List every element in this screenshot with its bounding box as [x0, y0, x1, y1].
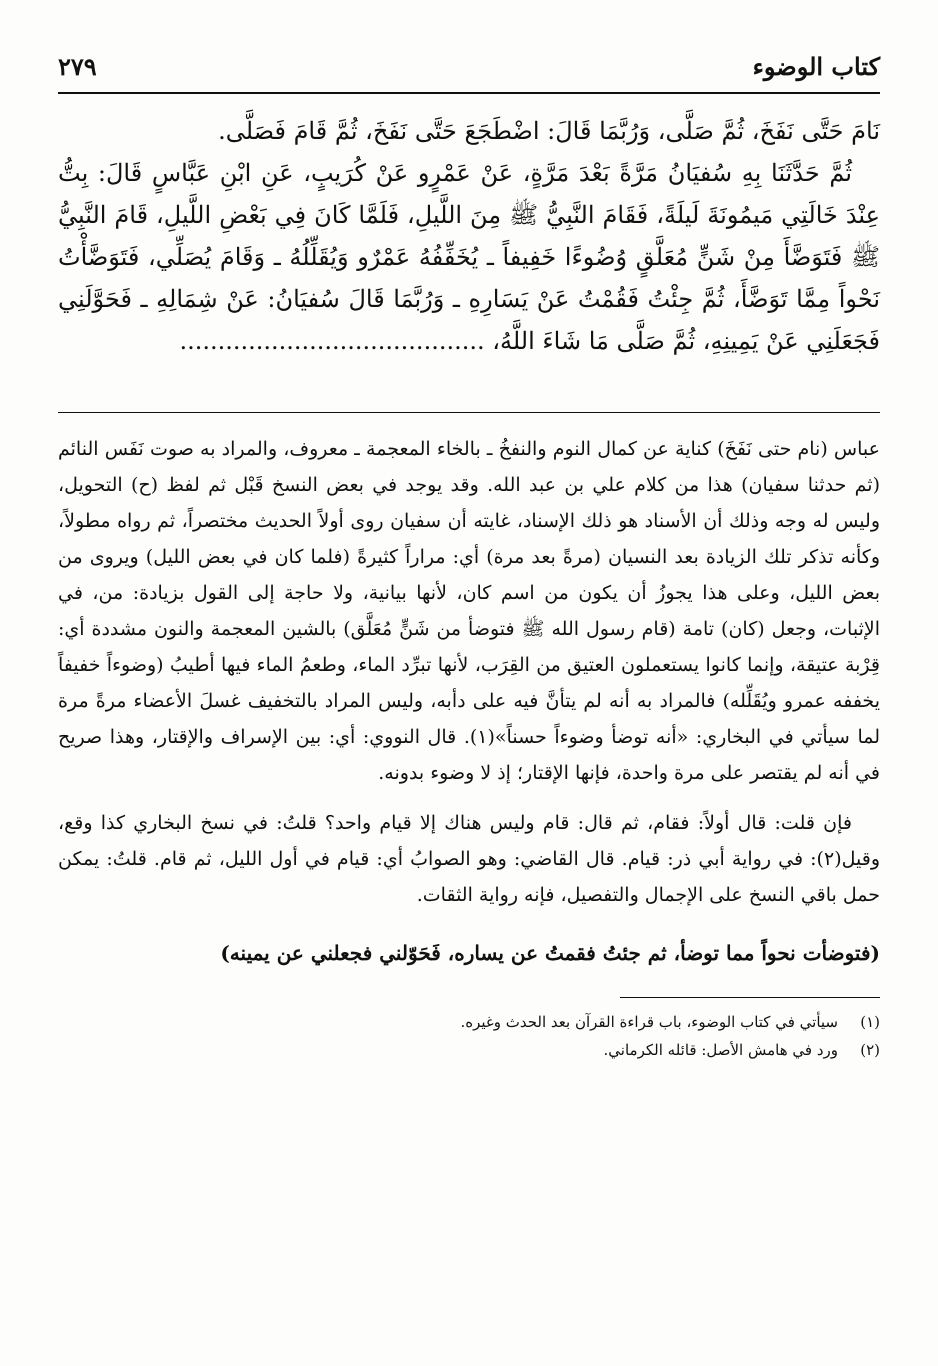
- footnote-mark: (١): [860, 1013, 880, 1031]
- hadith-text: [58, 110, 880, 362]
- book-page: [58, 52, 880, 1342]
- footnote-text: سيأتي في كتاب الوضوء، باب قراءة القرآن بعد الحدث وغيره.: [460, 1013, 838, 1031]
- footnote-mark: (٢): [860, 1041, 880, 1059]
- footnote: [58, 1008, 880, 1036]
- text-separator: [58, 412, 880, 413]
- hadith-quote-bold: (فتوضأت نحواً مما توضأ، ثم جئتُ فقمتُ عن يساره، فَحَوّلني فجعلني عن يمينه): [220, 941, 880, 965]
- footnote-text: ورد في هامش الأصل: قائله الكرماني.: [603, 1041, 838, 1059]
- footnotes: [58, 1008, 880, 1064]
- footnote: [58, 1036, 880, 1064]
- footnote-rule: [620, 997, 880, 998]
- commentary-paragraph-1: عباس (نام حتى نَفَخَ) كناية عن كمال النوم والنفخُ ـ بالخاء المعجمة ـ معروف، والمراد به صوت نَفَس النائم (ثم حدثنا سفيان) هذا من كلام علي بن عبد الله. وقد يوجد في بعض النسخ قَبْل ثم لفظ (ح) التحويل، وليس له وجه وذلك أن الأسناد هو ذلك الإسناد، غايته أن سفيان روى أولاً الحديث مختصراً، ثم رواه مطولاً، وكأنه تذكر تلك الزيادة بعد النسيان (مرةً بعد مرة) أي: مراراً كثيرةً (فلما كان في بعض الليل) ويروى من بعض الليل، وعلى هذا يجوزُ أن يكون من اسم كان، لأنها بيانية، ولا حاجة إلى القول بزيادة: من، في الإثبات، وجعل (كان) تامة (قام رسول الله ﷺ فتوضأ من شَنٍّ مُعَلَّق) بالشين المعجمة والنون مشددة أي: قِرْبة عتيقة، وإنما كانوا يستعملون العتيق من القِرَب، لأنها تبرِّد الماء، وطعمُ الماء فيها أطيبُ (وضوءاً خفيفاً يخففه عمرو ويُقَلِّله) فالمراد به أنه لم يتأنَّ فيه على دأبه، وليس المراد بالتخفيف غسلَ الأعضاء مرةً مرة لما سيأتي في البخاري: «أنه توضأ وضوءاً حسناً»(١). قال النووي: أي: بين الإسراف والإقتار، وهذا صريح في أنه لم يقتصر على مرة واحدة، فإنها الإقتار؛ إذ لا وضوء بدونه.: [58, 438, 881, 784]
- hadith-paragraph: ثُمَّ حَدَّثَنَا بِهِ سُفيَانُ مَرَّةً بَعْدَ مَرَّةٍ، عَنْ عَمْرٍو عَنْ كُرَيبٍ، عَنِ ابْنِ عَبَّاسٍ قَالَ: بِتُّ عِنْدَ خَالَتِي مَيمُونَةَ لَيلَةً، فَقَامَ النَّبِيُّ ﷺ مِنَ اللَّيلِ، فَلَمَّا كَانَ فِي بَعْضِ اللَّيلِ، قَامَ النَّبِيُّ ﷺ فَتَوَضَّأَ مِنْ شَنٍّ مُعَلَّقٍ وُضُوءًا خَفِيفاً ـ يُخَفِّفُهُ عَمْرٌو وَيُقَلِّلُهُ ـ وَقَامَ يُصَلِّي، فَتَوَضَّأْتُ نَحْواً مِمَّا تَوَضَّأَ، ثُمَّ جِئْتُ فَقُمْتُ عَنْ يَسَارِهِ ـ وَرُبَّمَا قَالَ سُفيَانُ: عَنْ شِمَالِهِ ـ فَحَوَّلَنِي فَجَعَلَنِي عَنْ يَمِينِهِ، ثُمَّ صَلَّى مَا شَاءَ اللَّهُ، ........................................: [58, 159, 880, 355]
- hadith-line-1: نَامَ حَتَّى نَفَخَ، ثُمَّ صَلَّى، وَرُبَّمَا قَالَ: اضْطَجَعَ حَتَّى نَفَخَ، ثُمَّ قَامَ فَصَلَّى.: [218, 117, 880, 145]
- commentary-paragraph-2: فإن قلت: قال أولاً: فقام، ثم قال: قام وليس هناك إلا قيام واحد؟ قلتُ: في نسخ البخاري كذا وقع، وقيل(٢): في رواية أبي ذر: قيام. قال القاضي: وهو الصوابُ أي: قيام في أول الليل، ثم قام. قلتُ: يمكن حمل باقي النسخ على الإجمال والتفصيل، فإنه رواية الثقات.: [58, 812, 880, 906]
- header-rule: [58, 92, 880, 94]
- page-number: ٢٧٩: [58, 52, 97, 81]
- commentary: [58, 431, 880, 913]
- chapter-title: كتاب الوضوء: [752, 52, 880, 81]
- page-header: [58, 52, 880, 92]
